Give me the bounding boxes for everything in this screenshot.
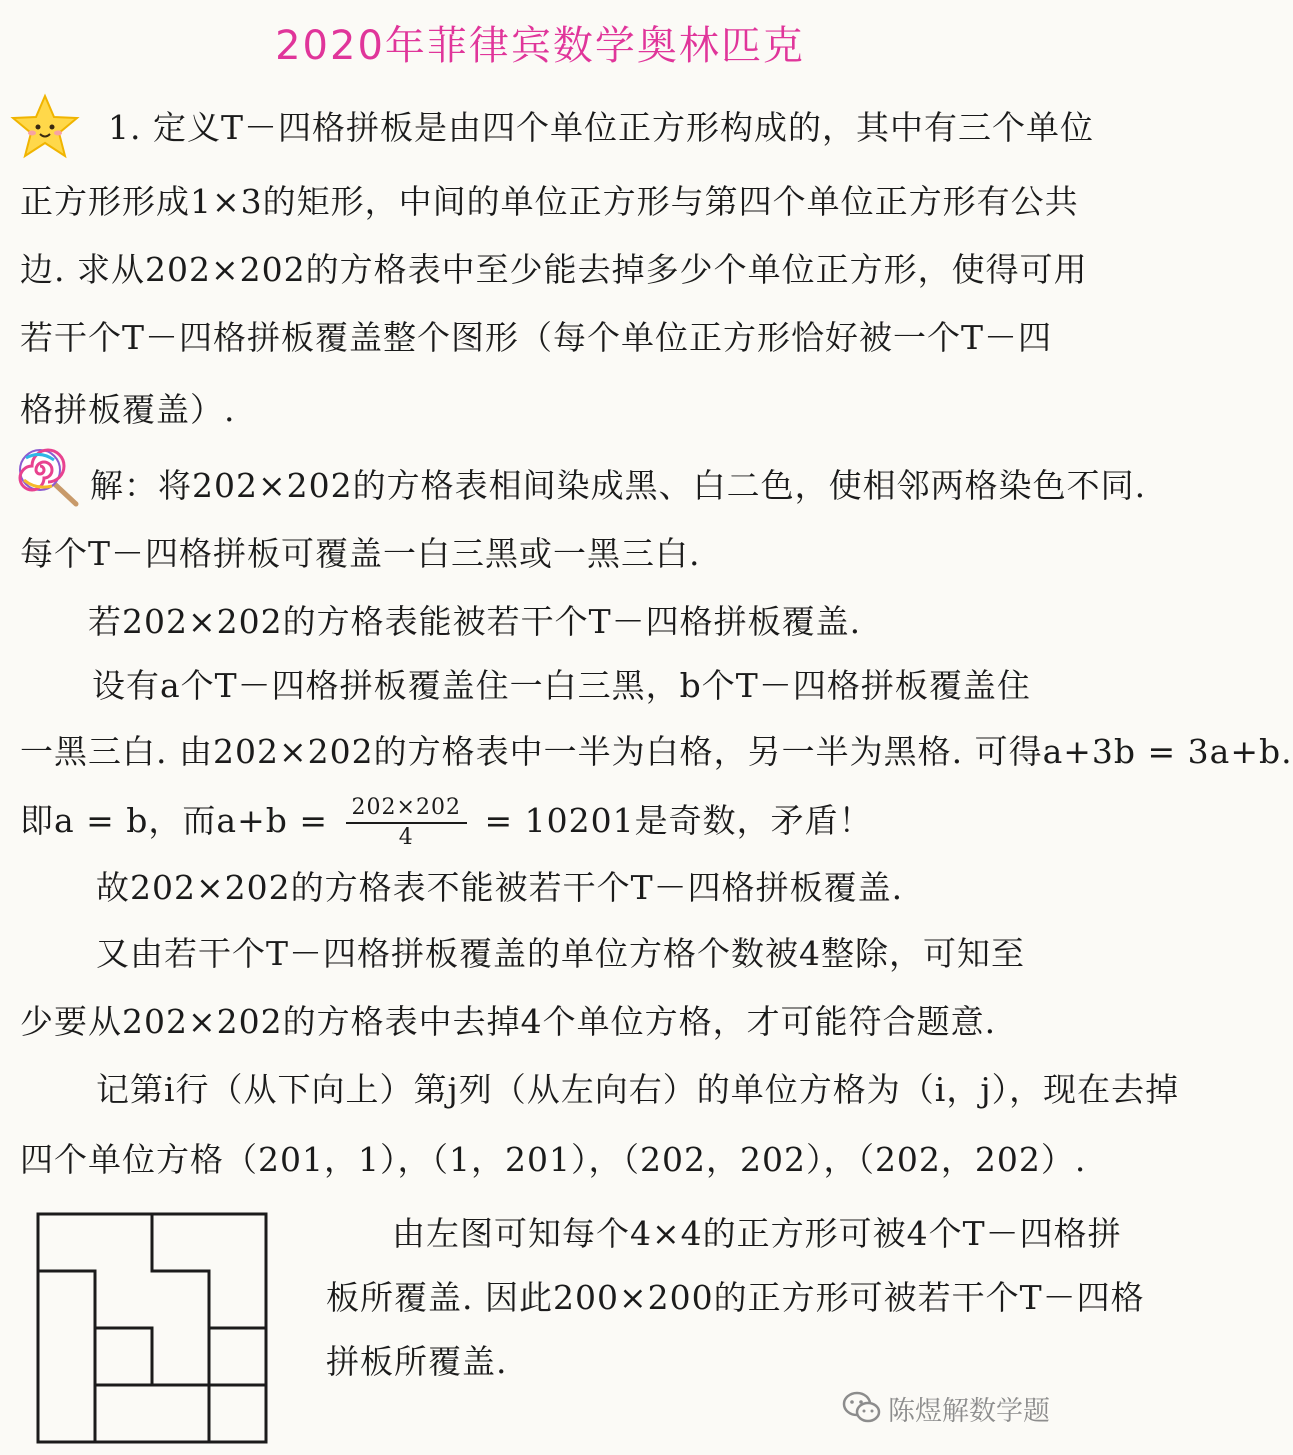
- solution-line: 记第i行（从下向上）第j列（从左向右）的单位方格为（i，j），现在去掉: [96, 1070, 1180, 1109]
- watermark-text: 陈煜解数学题: [888, 1395, 1050, 1427]
- problem-line: 正方形形成1×3的矩形，中间的单位正方形与第四个单位正方形有公共: [20, 182, 1079, 221]
- fraction-numerator: 202×202: [346, 796, 467, 824]
- solution-line: 设有a个T－四格拼板覆盖住一白三黑，b个T－四格拼板覆盖住: [92, 666, 1031, 705]
- watermark: [842, 1388, 1050, 1428]
- problem-line: 1. 定义T－四格拼板是由四个单位正方形构成的，其中有三个单位: [108, 108, 1094, 147]
- problem-line: 边. 求从202×202的方格表中至少能去掉多少个单位正方形，使得可用: [20, 250, 1088, 289]
- figure-caption-line: 板所覆盖. 因此200×200的正方形可被若干个T－四格: [326, 1278, 1145, 1317]
- problem-line: 格拼板覆盖）.: [20, 390, 236, 429]
- equation-prefix: 即a = b，而a+b =: [20, 801, 329, 840]
- solution-line: 解：将202×202的方格表相间染成黑、白二色，使相邻两格染色不同.: [90, 466, 1147, 505]
- solution-line: 少要从202×202的方格表中去掉4个单位方格，才可能符合题意.: [20, 1002, 997, 1041]
- figure-caption-line: 拼板所覆盖.: [326, 1342, 508, 1381]
- wechat-icon: [842, 1391, 882, 1425]
- solution-line: 一黑三白. 由202×202的方格表中一半为白格，另一半为黑格. 可得a+3b = 3a+b.: [20, 732, 1293, 771]
- solution-line: 四个单位方格（201，1），（1，201），（202，202），（202，202）.: [20, 1140, 1087, 1179]
- equation-line: [20, 796, 873, 850]
- solution-line: 若202×202的方格表能被若干个T－四格拼板覆盖.: [88, 602, 862, 641]
- star-icon: [10, 94, 80, 158]
- solution-line: 故202×202的方格表不能被若干个T－四格拼板覆盖.: [96, 868, 904, 907]
- fraction-denominator: 4: [398, 825, 414, 850]
- figure-caption-line: 由左图可知每个4×4的正方形可被4个T－四格拼: [392, 1214, 1122, 1253]
- page-title: 2020年菲律宾数学奥林匹克: [275, 23, 805, 69]
- problem-line: 若干个T－四格拼板覆盖整个图形（每个单位正方形恰好被一个T－四: [20, 318, 1053, 357]
- t-tetromino-tiling-figure: [36, 1212, 268, 1444]
- lollipop-icon: [16, 446, 82, 508]
- equation-suffix: = 10201是奇数，矛盾！: [484, 801, 873, 840]
- solution-line: 又由若干个T－四格拼板覆盖的单位方格个数被4整除，可知至: [96, 934, 1026, 973]
- solution-line: 每个T－四格拼板可覆盖一白三黑或一黑三白.: [20, 534, 701, 573]
- fraction: [346, 796, 467, 850]
